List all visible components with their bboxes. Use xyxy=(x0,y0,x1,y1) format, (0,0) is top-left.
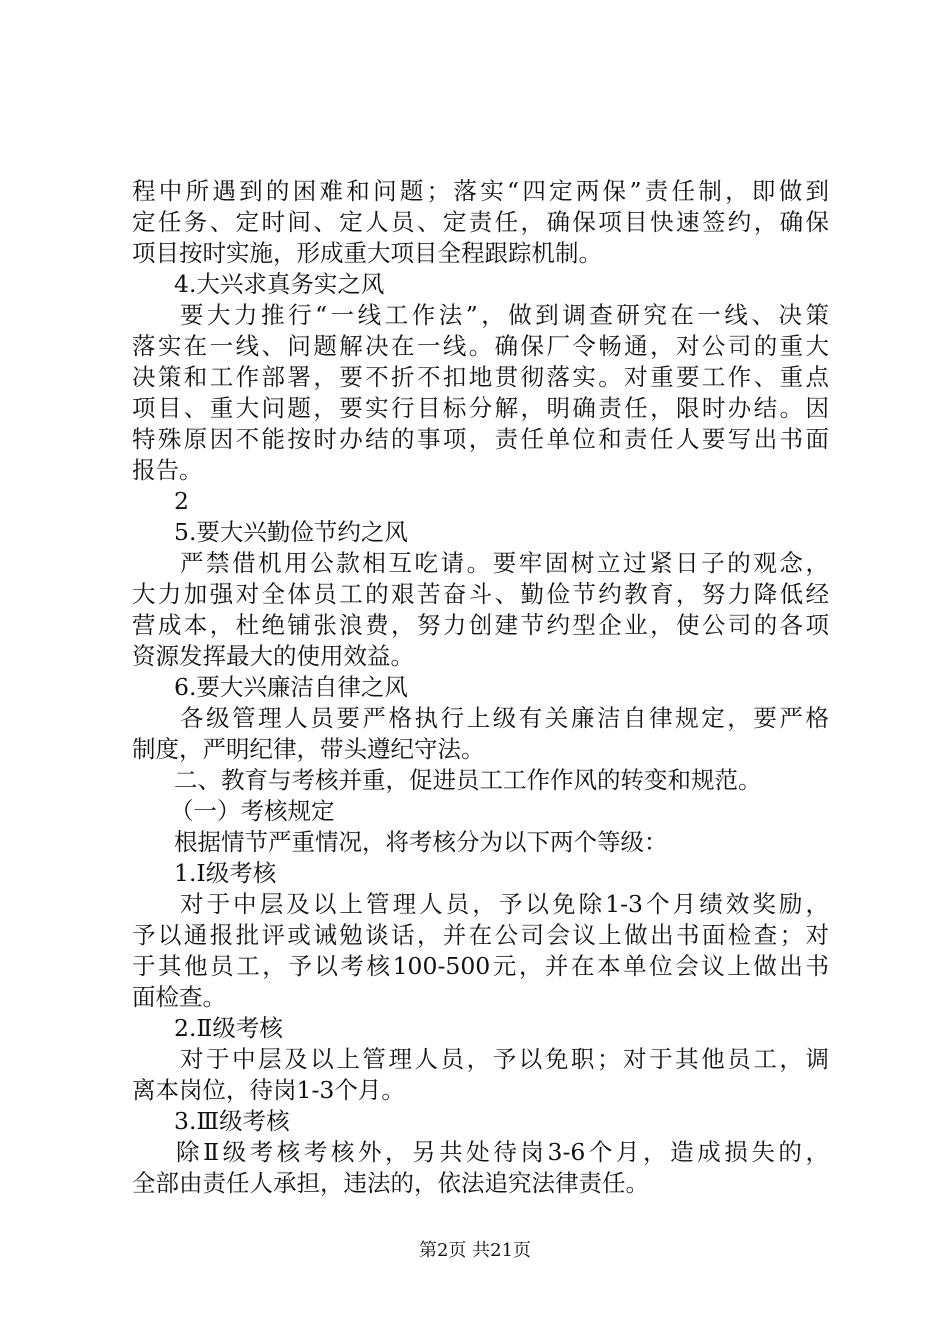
body-line: 各级管理人员要严格执行上级有关廉洁自律规定，要严格 xyxy=(180,704,829,732)
page-marker: 2 xyxy=(174,487,189,515)
body-line: 对于中层及以上管理人员，予以免除1-3个月绩效奖励， xyxy=(180,890,829,918)
body-line: 制度，严明纪律，带头遵纪守法。 xyxy=(132,735,485,763)
body-line: 对于中层及以上管理人员，予以免职；对于其他员工，调 xyxy=(180,1045,829,1073)
sub-heading: （一）考核规定 xyxy=(170,797,335,825)
body-line: 特殊原因不能按时办结的事项，责任单位和责任人要写出书面 xyxy=(132,425,829,453)
body-line: 要大力推行“一线工作法”，做到调查研究在一线、决策 xyxy=(180,301,829,329)
body-line: 定任务、定时间、定人员、定责任，确保项目快速签约，确保 xyxy=(132,208,829,236)
body-line: 全部由责任人承担，违法的，依法追究法律责任。 xyxy=(132,1169,649,1197)
section-heading: 1.Ⅰ级考核 xyxy=(174,859,277,887)
section-heading: 3.Ⅲ级考核 xyxy=(174,1107,290,1135)
body-line: 根据情节严重情况，将考核分为以下两个等级： xyxy=(174,828,668,856)
body-line: 予以通报批评或诫勉谈话，并在公司会议上做出书面检查；对 xyxy=(132,921,829,949)
section-heading: 二、教育与考核并重，促进员工工作作风的转变和规范。 xyxy=(174,766,762,794)
body-line: 除Ⅱ级考核考核外，另共处待岗3-6个月，造成损失的， xyxy=(176,1138,829,1166)
body-line: 资源发挥最大的使用效益。 xyxy=(132,642,414,670)
body-line: 面检查。 xyxy=(132,983,226,1011)
body-line: 决策和工作部署，要不折不扣地贯彻落实。对重要工作、重点 xyxy=(132,363,829,391)
body-line: 项目、重大问题，要实行目标分解，明确责任，限时办结。因 xyxy=(132,394,829,422)
body-line: 严禁借机用公款相互吃请。要牢固树立过紧日子的观念， xyxy=(180,549,829,577)
body-line: 程中所遇到的困难和问题；落实“四定两保”责任制，即做到 xyxy=(132,177,829,205)
section-heading: 5.要大兴勤俭节约之风 xyxy=(174,518,408,546)
body-line: 项目按时实施，形成重大项目全程跟踪机制。 xyxy=(132,239,602,267)
section-heading: 2.Ⅱ级考核 xyxy=(174,1014,283,1042)
page-footer: 第2页 共21页 xyxy=(418,1240,532,1261)
body-line: 大力加强对全体员工的艰苦奋斗、勤俭节约教育，努力降低经 xyxy=(132,580,829,608)
body-line: 落实在一线、问题解决在一线。确保厂令畅通，对公司的重大 xyxy=(132,332,829,360)
section-heading: 4.大兴求真务实之风 xyxy=(174,270,385,298)
body-line: 报告。 xyxy=(132,456,203,484)
section-heading: 6.要大兴廉洁自律之风 xyxy=(174,673,408,701)
body-line: 于其他员工，予以考核100-500元，并在本单位会议上做出书 xyxy=(132,952,829,980)
body-line: 离本岗位，待岗1-3个月。 xyxy=(132,1076,405,1104)
body-line: 营成本，杜绝铺张浪费，努力创建节约型企业，使公司的各项 xyxy=(132,611,829,639)
